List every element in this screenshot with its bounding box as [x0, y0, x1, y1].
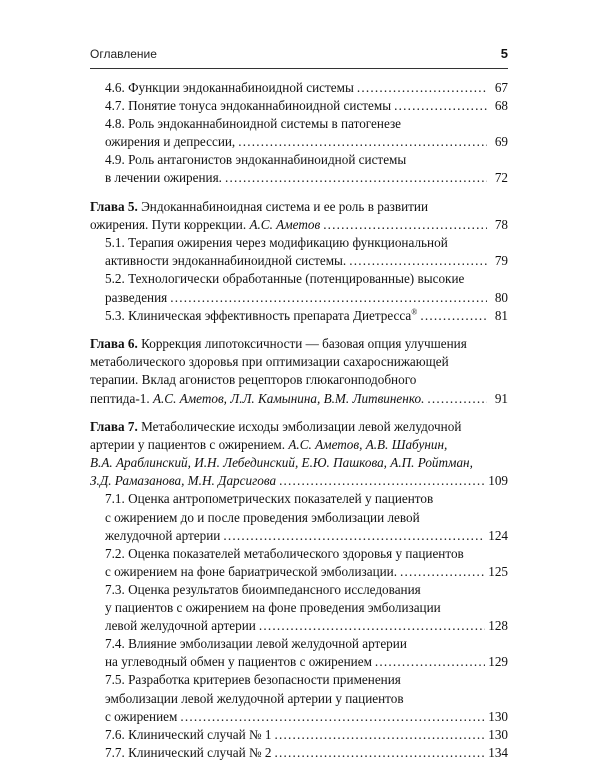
chapter-label: Глава 6.: [90, 336, 138, 352]
chapter-authors: В.А. Араблинский, И.Н. Лебединский, Е.Ю. Пашкова, А.П. Ройтман,: [90, 455, 473, 471]
toc-page-number: 109: [488, 473, 508, 489]
leader-dots: [274, 726, 485, 744]
chapter-label: Глава 7.: [90, 419, 138, 435]
toc-entry-7-3[interactable]: 7.3. Оценка результатов биоимпедансного исследования у пациентов с ожирением на фоне проведения эмболизации левой желудочной артерии ..... 128: [90, 581, 508, 635]
chapter-6: [90, 335, 508, 407]
toc-page-number: 130: [488, 708, 508, 724]
toc-page-number: 134: [488, 744, 508, 760]
leader-dots: [170, 289, 487, 307]
leader-dots: [420, 307, 487, 325]
toc-chapter-5[interactable]: Глава 5. Эндоканнабиноидная система и ее роль в развитии ожирения. Пути коррекции. А.С. Аметов ..... 78: [90, 198, 508, 234]
chapter-authors: З.Д. Рамазанова, М.Н. Дарсигова: [90, 473, 277, 489]
leader-dots: [394, 97, 487, 115]
toc-page-number: 78: [494, 217, 508, 233]
registered-mark: ®: [411, 307, 418, 317]
chapter-authors: А.С. Аметов, А.В. Шабунин,: [288, 437, 448, 453]
toc-page-number: 69: [494, 134, 508, 150]
toc-page-number: 91: [494, 390, 508, 406]
toc-page-number: 81: [494, 307, 508, 323]
toc-entry-4-8[interactable]: 4.8. Роль эндоканнабиноидной системы в патогенезе ожирения и депрессии, ..... 69: [90, 115, 508, 151]
leader-dots: [225, 169, 487, 187]
leader-dots: [223, 527, 485, 545]
toc-entry-5-3[interactable]: 5.3. Клиническая эффективность препарата Диетресса® ..... 81: [90, 307, 508, 325]
leader-dots: [238, 133, 487, 151]
leader-dots: [375, 653, 485, 671]
page-number: 5: [500, 46, 508, 61]
toc-page-number: 124: [488, 527, 508, 543]
toc-entry-7-1[interactable]: 7.1. Оценка антропометрических показателей у пациентов с ожирением до и после проведения эмболизации левой желудочной артерии ..... 124: [90, 490, 508, 544]
chapter-5: [90, 198, 508, 325]
toc-entry-4-7[interactable]: 4.7. Понятие тонуса эндоканнабиноидной системы ..... 68: [90, 97, 508, 115]
toc-entry-5-2[interactable]: 5.2. Технологически обработанные (потенцированные) высокие разведения ..... 80: [90, 270, 508, 306]
chapter-4-continuation: [90, 79, 508, 188]
toc-page-number: 72: [494, 170, 508, 186]
toc-page-number: 67: [494, 80, 508, 95]
leader-dots: [279, 472, 485, 490]
toc-entry-7-2[interactable]: 7.2. Оценка показателей метаболического здоровья у пациентов с ожирением на фоне бариатрической эмболизации. ..... 125: [90, 545, 508, 581]
toc-entry-7-5[interactable]: 7.5. Разработка критериев безопасности применения эмболизации левой желудочной артерии у пациентов с ожирением ..... 130: [90, 671, 508, 725]
leader-dots: [400, 563, 485, 581]
chapter-label: Глава 5.: [90, 199, 138, 215]
chapter-7: [90, 418, 508, 762]
header-rule: [90, 68, 508, 69]
toc-entry-7-7[interactable]: 7.7. Клинический случай № 2 ..... 134: [90, 744, 508, 762]
toc-page-number: 130: [488, 726, 508, 742]
toc-page-number: 125: [488, 563, 508, 579]
toc-entry-7-4[interactable]: 7.4. Влияние эмболизации левой желудочной артерии на углеводный обмен у пациентов с ожирением ..... 129: [90, 635, 508, 671]
leader-dots: [180, 708, 485, 726]
chapter-authors: А.С. Аметов, Л.Л. Камынина, В.М. Литвиненко.: [152, 390, 425, 406]
leader-dots: [427, 390, 487, 408]
leader-dots: [357, 79, 487, 97]
leader-dots: [259, 617, 485, 635]
toc-page-number: 79: [494, 253, 508, 269]
toc-entry-4-6[interactable]: 4.6. Функции эндоканнабиноидной системы ..... 67: [90, 79, 508, 97]
chapter-authors: А.С. Аметов: [249, 217, 321, 233]
toc-entry-5-1[interactable]: 5.1. Терапия ожирения через модификацию функциональной активности эндоканнабиноидной системы. ..... 79: [90, 234, 508, 270]
leader-dots: [323, 216, 487, 234]
toc-page-number: 128: [488, 618, 508, 634]
toc-entry-4-9[interactable]: 4.9. Роль антагонистов эндоканнабиноидной системы в лечении ожирения. ..... 72: [90, 151, 508, 187]
running-head-title: Оглавление: [90, 47, 157, 61]
toc-entry-7-6[interactable]: 7.6. Клинический случай № 1 ..... 130: [90, 726, 508, 744]
toc-page-number: 68: [494, 98, 508, 114]
leader-dots: [274, 744, 485, 762]
toc-chapter-7[interactable]: Глава 7. Метаболические исходы эмболизации левой желудочной артерии у пациентов с ожирением. А.С. Аметов, А.В. Шабунин, В.А. Араблинский, И.Н. Лебединский, Е.Ю. Пашкова, А.П. Ройтман, З.Д. Рамазанова, М.Н. Дарсигова ..... 109: [90, 418, 508, 490]
leader-dots: [349, 252, 487, 270]
table-of-contents: [90, 79, 508, 762]
toc-page-number: 129: [488, 654, 508, 670]
toc-chapter-6[interactable]: Глава 6. Коррекция липотоксичности — базовая опция улучшения метаболического здоровья при оптимизации сахароснижающей терапии. Вклад агонистов рецепторов глюкагонподобного пептида-1. А.С. Аметов, Л.Л. Камынина, В.М. Литвиненко. ..... 91: [90, 335, 508, 407]
running-head: [90, 47, 508, 67]
toc-page-number: 80: [494, 289, 508, 305]
